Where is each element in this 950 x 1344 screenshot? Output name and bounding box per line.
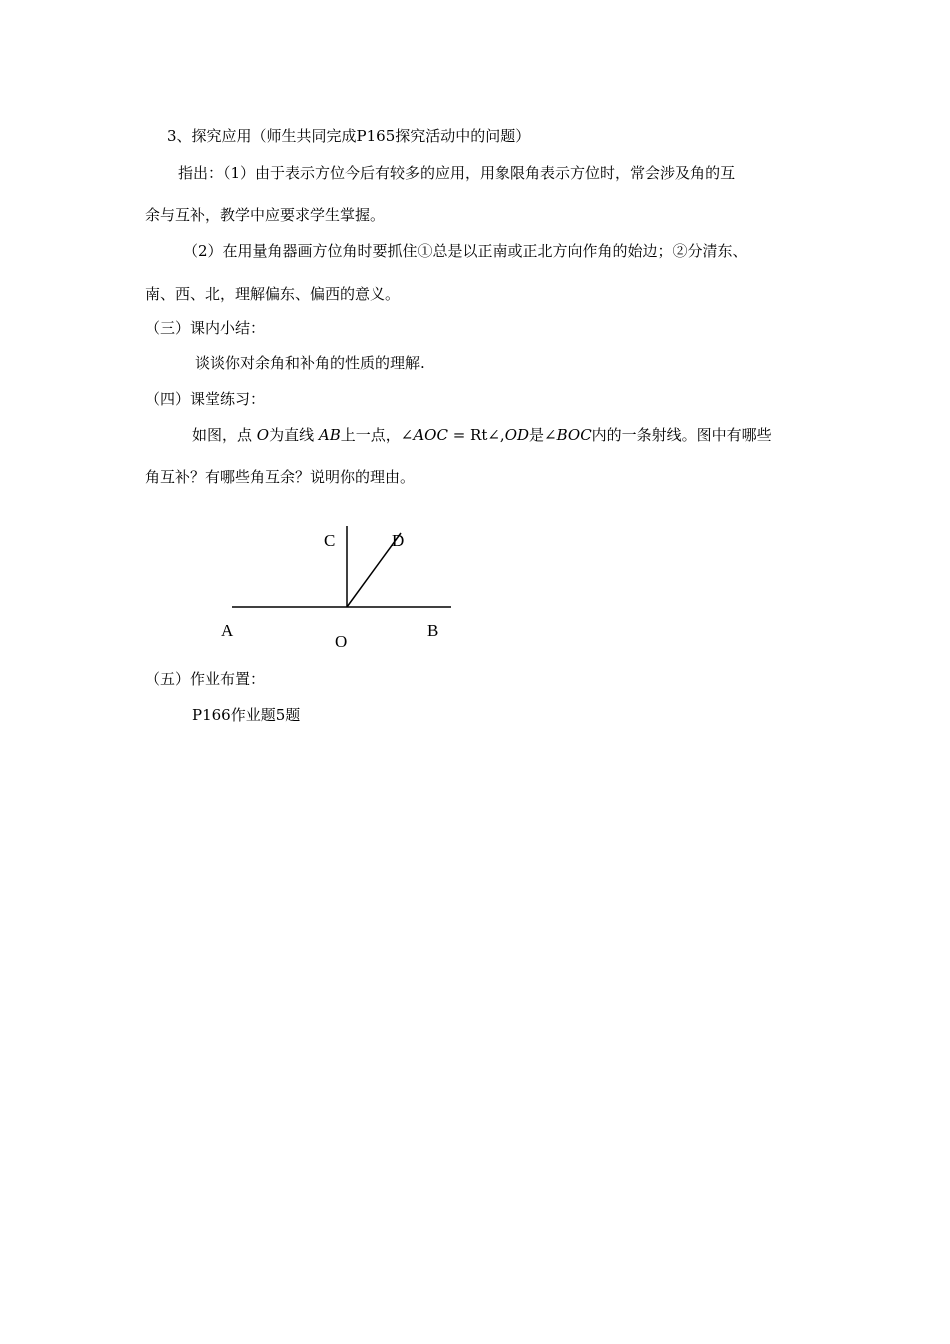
label-a: A: [221, 621, 234, 640]
angle-diagram: [215, 520, 465, 655]
homework-text: P166作业题5题: [192, 706, 301, 724]
practice-question-line-2: 角互补？有哪些角互余？说明你的理由。: [145, 468, 416, 486]
point-item-1-line-1: [178, 163, 735, 183]
point-item-2-line-1: （2）在用量角器画方位角时要抓住①总是以正南或正北方向作角的始边；②分清东、: [183, 242, 748, 260]
practice-question-line-1: 如图，点 O为直线 AB上一点，∠AOC = Rt∠,OD是∠BOC内的一条射线。图中有哪些: [192, 426, 772, 444]
label-c: C: [324, 531, 336, 550]
point-item-2-line-2: 南、西、北，理解偏东、偏西的意义。: [145, 285, 401, 303]
point-item-1-text: （1）由于表示方位今后有较多的应用，用象限角表示方位时，常会涉及角的互: [223, 164, 736, 182]
summary-text: 谈谈你对余角和补角的性质的理解.: [195, 354, 425, 372]
section-3-heading: 3、探究应用（师生共同完成P165探究活动中的问题）: [167, 127, 531, 145]
label-o: O: [335, 632, 348, 651]
summary-heading: （三）课内小结：: [145, 319, 266, 337]
homework-heading: （五）作业布置：: [145, 670, 266, 688]
label-d: D: [392, 531, 405, 550]
point-label: 指出：: [178, 164, 224, 182]
point-item-1-line-2: 余与互补，教学中应要求学生掌握。: [145, 206, 386, 224]
label-b: B: [427, 621, 439, 640]
practice-heading: （四）课堂练习：: [145, 390, 266, 408]
